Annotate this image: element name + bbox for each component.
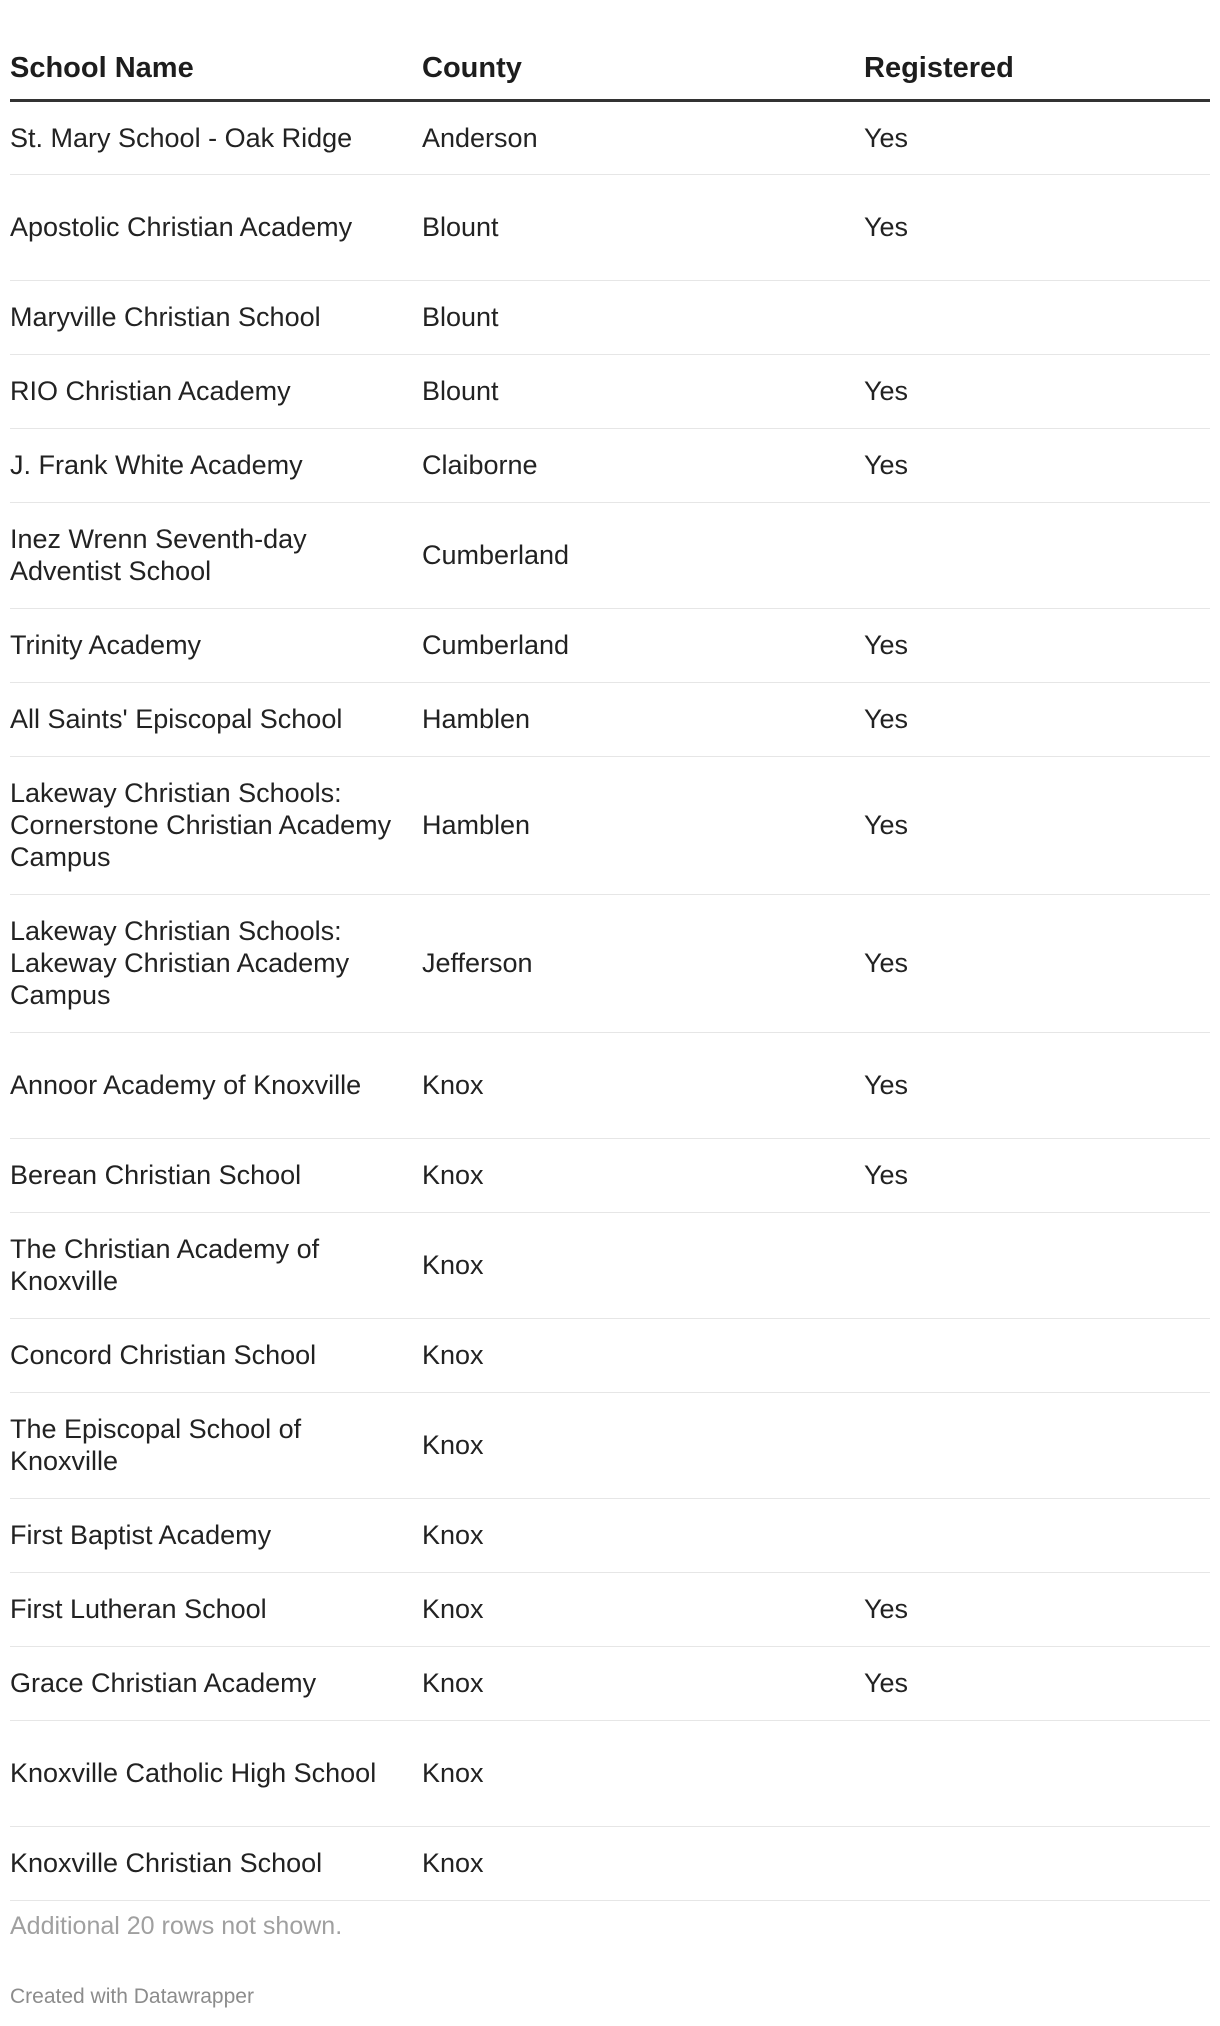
- cell-school: First Lutheran School: [10, 1572, 422, 1646]
- table-row: [10, 1212, 1210, 1318]
- cell-registered: Yes: [864, 1138, 1210, 1212]
- table-row: [10, 894, 1210, 1032]
- cell-school: Maryville Christian School: [10, 280, 422, 354]
- rows-not-shown-note: Additional 20 rows not shown.: [10, 1912, 343, 1940]
- cell-school: Concord Christian School: [10, 1318, 422, 1392]
- table-row: [10, 100, 1210, 174]
- cell-school: Lakeway Christian Schools: Lakeway Christian Academy Campus: [10, 894, 422, 1032]
- cell-county: Hamblen: [422, 682, 864, 756]
- cell-school: Trinity Academy: [10, 608, 422, 682]
- table-row: [10, 1498, 1210, 1572]
- cell-registered: Yes: [864, 174, 1210, 280]
- cell-school: J. Frank White Academy: [10, 428, 422, 502]
- cell-registered: Yes: [864, 100, 1210, 174]
- cell-school: Grace Christian Academy: [10, 1646, 422, 1720]
- cell-school: The Episcopal School of Knoxville: [10, 1392, 422, 1498]
- table-row: [10, 174, 1210, 280]
- cell-county: Claiborne: [422, 428, 864, 502]
- cell-county: Knox: [422, 1392, 864, 1498]
- table-row: [10, 1720, 1210, 1826]
- cell-school: Knoxville Catholic High School: [10, 1720, 422, 1826]
- table-row: [10, 502, 1210, 608]
- cell-county: Knox: [422, 1646, 864, 1720]
- header-school-name[interactable]: School Name: [10, 0, 422, 100]
- table-row: [10, 280, 1210, 354]
- cell-county: Knox: [422, 1032, 864, 1138]
- cell-county: Knox: [422, 1572, 864, 1646]
- cell-county: Hamblen: [422, 756, 864, 894]
- cell-registered: Yes: [864, 428, 1210, 502]
- cell-registered: Yes: [864, 1572, 1210, 1646]
- cell-county: Knox: [422, 1212, 864, 1318]
- cell-registered: Yes: [864, 1646, 1210, 1720]
- cell-registered: [864, 1392, 1210, 1498]
- cell-registered: [864, 1498, 1210, 1572]
- cell-school: St. Mary School - Oak Ridge: [10, 100, 422, 174]
- header-county[interactable]: County: [422, 0, 864, 100]
- cell-county: Anderson: [422, 100, 864, 174]
- cell-county: Knox: [422, 1720, 864, 1826]
- table-row: [10, 1826, 1210, 1900]
- table-container: [10, 0, 1210, 1901]
- cell-county: Knox: [422, 1826, 864, 1900]
- cell-registered: [864, 280, 1210, 354]
- cell-registered: Yes: [864, 756, 1210, 894]
- cell-registered: [864, 1212, 1210, 1318]
- cell-school: Berean Christian School: [10, 1138, 422, 1212]
- cell-registered: Yes: [864, 894, 1210, 1032]
- cell-registered: Yes: [864, 1032, 1210, 1138]
- cell-county: Cumberland: [422, 608, 864, 682]
- header-row: [10, 0, 1210, 100]
- cell-registered: Yes: [864, 682, 1210, 756]
- cell-county: Jefferson: [422, 894, 864, 1032]
- cell-school: Inez Wrenn Seventh-day Adventist School: [10, 502, 422, 608]
- cell-school: RIO Christian Academy: [10, 354, 422, 428]
- table-row: [10, 1572, 1210, 1646]
- cell-school: Apostolic Christian Academy: [10, 174, 422, 280]
- cell-registered: [864, 502, 1210, 608]
- schools-table: [10, 0, 1210, 1901]
- cell-registered: [864, 1318, 1210, 1392]
- table-row: [10, 608, 1210, 682]
- cell-school: All Saints' Episcopal School: [10, 682, 422, 756]
- table-header: [10, 0, 1210, 100]
- cell-county: Knox: [422, 1498, 864, 1572]
- table-body: [10, 100, 1210, 1900]
- cell-school: Annoor Academy of Knoxville: [10, 1032, 422, 1138]
- cell-registered: Yes: [864, 608, 1210, 682]
- cell-school: First Baptist Academy: [10, 1498, 422, 1572]
- cell-registered: [864, 1720, 1210, 1826]
- header-registered[interactable]: Registered: [864, 0, 1210, 100]
- table-row: [10, 428, 1210, 502]
- cell-county: Blount: [422, 354, 864, 428]
- cell-county: Cumberland: [422, 502, 864, 608]
- cell-county: Knox: [422, 1138, 864, 1212]
- table-row: [10, 1392, 1210, 1498]
- table-row: [10, 1032, 1210, 1138]
- cell-county: Blount: [422, 174, 864, 280]
- table-row: [10, 1646, 1210, 1720]
- table-row: [10, 756, 1210, 894]
- table-row: [10, 682, 1210, 756]
- datawrapper-credit[interactable]: Created with Datawrapper: [10, 1985, 254, 2008]
- table-row: [10, 1318, 1210, 1392]
- cell-registered: Yes: [864, 354, 1210, 428]
- cell-county: Blount: [422, 280, 864, 354]
- cell-school: The Christian Academy of Knoxville: [10, 1212, 422, 1318]
- cell-county: Knox: [422, 1318, 864, 1392]
- cell-registered: [864, 1826, 1210, 1900]
- cell-school: Lakeway Christian Schools: Cornerstone Christian Academy Campus: [10, 756, 422, 894]
- cell-school: Knoxville Christian School: [10, 1826, 422, 1900]
- table-row: [10, 1138, 1210, 1212]
- table-row: [10, 354, 1210, 428]
